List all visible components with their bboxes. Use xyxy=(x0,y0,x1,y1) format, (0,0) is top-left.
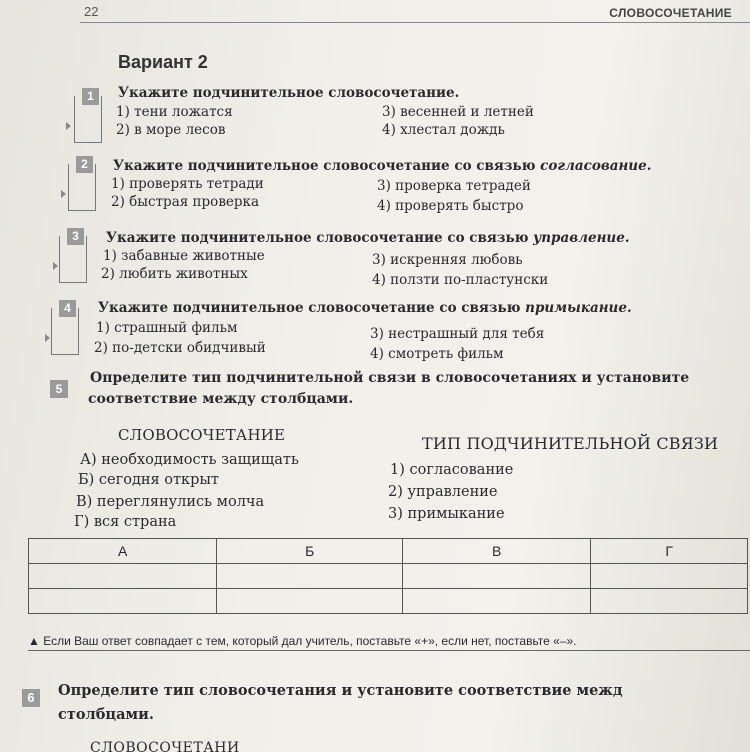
option: 4) хлестал дождь xyxy=(382,122,505,138)
table-header: В xyxy=(403,539,591,564)
page-number: 22 xyxy=(84,4,99,19)
link-type-item: 2) управление xyxy=(388,484,498,500)
answer-box[interactable] xyxy=(59,236,87,283)
option: 3) искренняя любовь xyxy=(372,252,523,268)
option: 3) нестрашный для тебя xyxy=(370,326,545,342)
divider xyxy=(28,650,750,651)
answer-cell[interactable] xyxy=(591,564,748,589)
task-number: 3 xyxy=(67,228,84,245)
option: 4) смотреть фильм xyxy=(370,346,504,362)
answer-box[interactable] xyxy=(74,96,102,143)
section-title: СЛОВОСОЧЕТАНИЕ xyxy=(609,6,732,20)
option: 2) по-детски обидчивый xyxy=(94,340,266,356)
arrow-marker-icon xyxy=(66,122,71,130)
arrow-marker-icon xyxy=(61,190,66,198)
option: 2) в море лесов xyxy=(116,122,226,138)
task-number: 5 xyxy=(50,380,68,398)
task-number: 2 xyxy=(76,156,93,173)
link-type-item: 3) примыкание xyxy=(388,506,505,522)
variant-title: Вариант 2 xyxy=(118,52,208,72)
option: 3) весенней и летней xyxy=(382,104,534,120)
option: 4) проверять быстро xyxy=(377,198,524,214)
word-combination-item: Г) вся страна xyxy=(74,514,177,530)
answer-cell[interactable] xyxy=(29,564,217,589)
answer-cell[interactable] xyxy=(217,564,403,589)
table-header: А xyxy=(29,539,217,564)
task-question: Укажите подчинительное словосочетание со связью примыкание. xyxy=(98,300,632,316)
check-cell[interactable] xyxy=(217,589,403,614)
right-column-header: ТИП ПОДЧИНИТЕЛЬНОЙ СВЯЗИ xyxy=(422,434,719,453)
option: 1) тени ложатся xyxy=(116,104,233,120)
option: 4) ползти по-пластунски xyxy=(372,272,549,288)
option: 1) страшный фильм xyxy=(96,320,238,336)
option: 2) быстрая проверка xyxy=(111,194,260,210)
arrow-marker-icon xyxy=(53,262,58,270)
header-rule xyxy=(80,22,750,23)
answer-cell[interactable] xyxy=(403,564,591,589)
option: 1) проверять тетради xyxy=(111,176,264,192)
answer-box[interactable] xyxy=(51,308,79,355)
task-question: Укажите подчинительное словосочетание со связью согласование. xyxy=(113,158,652,174)
word-combination-item: В) переглянулись молча xyxy=(76,494,265,510)
cut-off-header: СЛОВОСОЧЕТАНИ xyxy=(90,740,240,752)
check-cell[interactable] xyxy=(29,589,217,614)
word-combination-item: А) необходимость защищать xyxy=(80,452,299,468)
task-number: 4 xyxy=(59,300,76,317)
link-type-item: 1) согласование xyxy=(390,462,514,478)
task-question-cont: соответствие между столбцами. xyxy=(88,391,354,407)
option: 3) проверка тетрадей xyxy=(377,178,531,194)
task-question: Укажите подчинительное словосочетание. xyxy=(118,85,460,101)
table-header: Б xyxy=(217,539,403,564)
left-column-header: СЛОВОСОЧЕТАНИЕ xyxy=(118,426,286,444)
option: 1) забавные животные xyxy=(103,248,265,264)
option: 2) любить животных xyxy=(101,266,248,282)
answer-table xyxy=(28,538,748,614)
task-question: Определите тип подчинительной связи в словосочетаниях и установите xyxy=(90,370,690,386)
task-number: 1 xyxy=(82,88,99,105)
task-number: 6 xyxy=(22,689,40,707)
word-combination-item: Б) сегодня открыт xyxy=(78,472,219,488)
check-cell[interactable] xyxy=(403,589,591,614)
task-question: Укажите подчинительное словосочетание со связью управление. xyxy=(106,230,630,246)
table-header: Г xyxy=(591,539,748,564)
arrow-marker-icon xyxy=(45,334,50,342)
answer-box[interactable] xyxy=(68,164,96,211)
check-cell[interactable] xyxy=(591,589,748,614)
task-question: Определите тип словосочетания и установите соответствие межд xyxy=(58,682,623,699)
task-question-cont: столбцами. xyxy=(58,706,154,723)
teacher-check-note: ▲ Если Ваш ответ совпадает с тем, который дал учитель, поставьте «+», если нет, поставьте «–». xyxy=(28,634,577,648)
